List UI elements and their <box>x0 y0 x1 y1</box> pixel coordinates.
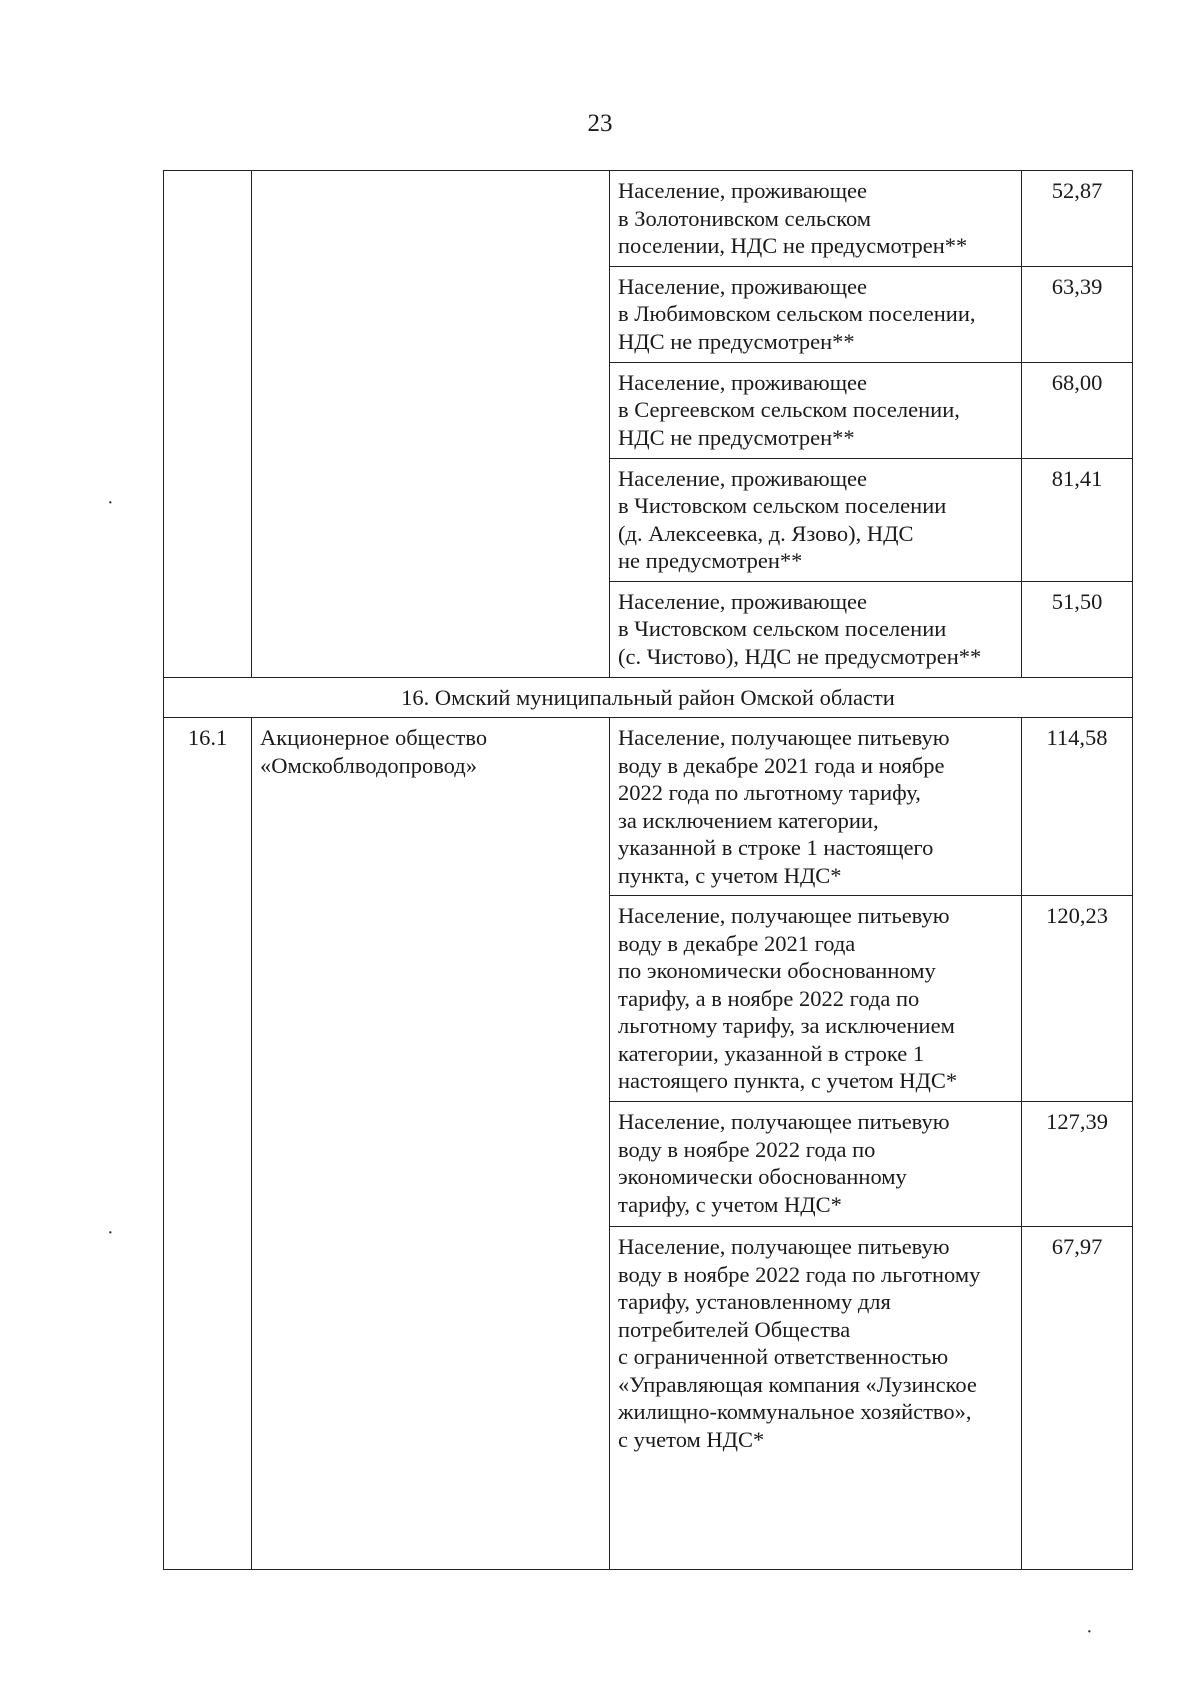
category-cell <box>610 171 1022 267</box>
category-cell <box>610 266 1022 362</box>
scan-speck: · <box>107 1222 114 1244</box>
tariff-value: 120,23 <box>1046 903 1108 928</box>
organization-cell <box>252 718 610 1570</box>
category-text: Население, проживающее в Чистовском сельском поселении (д. Алексеевка, д. Язово), НДС не предусмотрен** <box>618 465 947 573</box>
category-cell <box>610 581 1022 677</box>
tariff-value: 114,58 <box>1046 725 1108 750</box>
tariff-value-cell <box>1022 458 1133 581</box>
category-text: Население, получающее питьевую воду в ноябре 2022 года по льготному тарифу, установленному для потребителей Общества с ограниченной ответственностью «Управляющая компания «Лузинское жилищно-коммунальное хозяйство», с учетом НДС* <box>618 1234 981 1452</box>
tariff-value-cell <box>1022 171 1133 267</box>
tariff-value-cell <box>1022 896 1133 1102</box>
category-cell <box>610 1102 1022 1227</box>
tariff-value: 81,41 <box>1051 465 1103 491</box>
tariff-value: 127,39 <box>1046 1109 1108 1134</box>
section-title: 16. Омский муниципальный район Омской области <box>164 677 1133 718</box>
page-number: 23 <box>587 110 613 137</box>
tariff-value: 52,87 <box>1051 178 1103 203</box>
category-text: Население, проживающее в Любимовском сельском поселении, НДС не предусмотрен** <box>618 273 976 354</box>
category-cell <box>610 718 1022 896</box>
category-cell <box>610 896 1022 1102</box>
entry-number: 16.1 <box>164 718 252 1570</box>
category-cell <box>610 362 1022 458</box>
tariff-value: 51,50 <box>1051 588 1103 614</box>
tariff-value: 68,00 <box>1051 369 1103 395</box>
tariff-value: 63,39 <box>1051 273 1103 299</box>
category-text: Население, получающее питьевую воду в декабре 2021 года и ноябре 2022 года по льготному тарифу, за исключением категории, указанной в строке 1 настоящего пункта, с учетом НДС* <box>618 725 950 888</box>
tariff-table <box>163 170 1133 1570</box>
section-row <box>164 677 1133 718</box>
category-cell <box>610 1227 1022 1570</box>
category-cell <box>610 458 1022 581</box>
table-row <box>164 171 1133 267</box>
organization-cell-empty <box>252 171 610 678</box>
category-text: Население, проживающее в Золотонивском сельском поселении, НДС не предусмотрен** <box>618 178 968 258</box>
tariff-value: 67,97 <box>1051 1234 1103 1259</box>
category-text: Население, получающее питьевую воду в декабре 2021 года по экономически обоснованному тарифу, а в ноябре 2022 года по льготному тарифу, за исключением категории, указанной в строке 1 настоящего пункта, с учетом НДС* <box>618 903 958 1093</box>
category-text: Население, получающее питьевую воду в ноябре 2022 года по экономически обоснованному тарифу, с учетом НДС* <box>618 1109 950 1217</box>
scan-speck: · <box>107 492 114 514</box>
scan-speck: · <box>1086 1621 1093 1643</box>
number-cell-empty <box>164 171 252 678</box>
tariff-value-cell <box>1022 1227 1133 1570</box>
category-text: Население, проживающее в Сергеевском сельском поселении, НДС не предусмотрен** <box>618 369 960 450</box>
tariff-value-cell <box>1022 362 1133 458</box>
category-text: Население, проживающее в Чистовском сельском поселении (с. Чистово), НДС не предусмотрен** <box>618 588 982 669</box>
tariff-value-cell <box>1022 266 1133 362</box>
organization-name: Акционерное общество «Омскоблводопровод» <box>260 725 488 778</box>
table-row <box>164 718 1133 896</box>
tariff-value-cell <box>1022 581 1133 677</box>
tariff-value-cell <box>1022 1102 1133 1227</box>
tariff-value-cell <box>1022 718 1133 896</box>
